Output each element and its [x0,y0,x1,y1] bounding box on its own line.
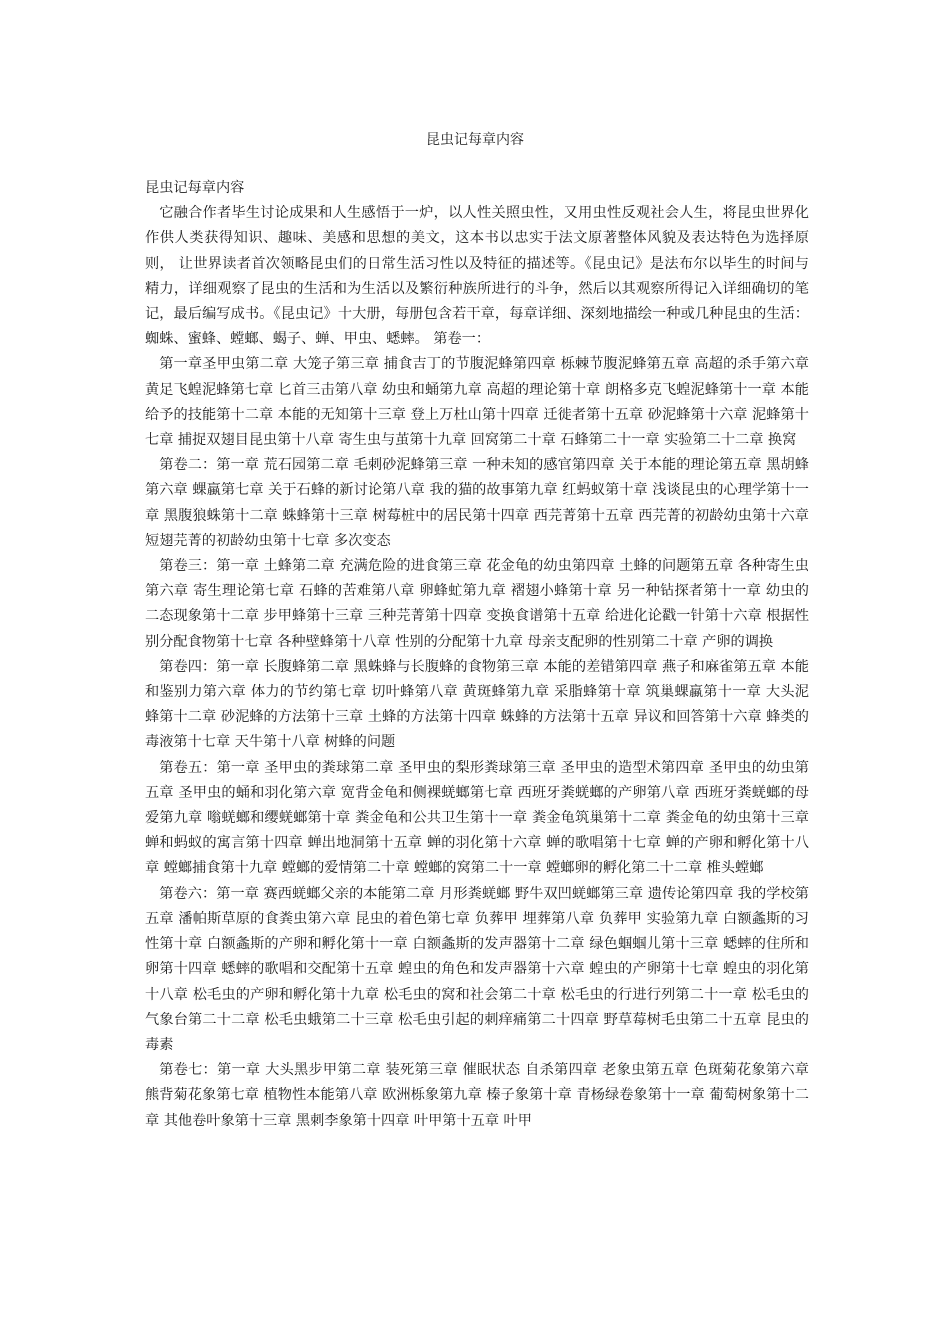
section-heading: 昆虫记每章内容 [145,180,245,196]
volume-5-chapters: 第卷五：第一章 圣甲虫的粪球第二章 圣甲虫的梨形粪球第三章 圣甲虫的造型术第四章 圣甲虫的幼虫第五章 圣甲虫的蛹和羽化第六章 宽背金龟和侧裸蜣螂第七章 西班牙粪蜣螂的产卵第八章 西班牙粪蜣螂的母爱第九章 嗡蜣螂和缨蜣螂第十章 粪金龟和公共卫生第十一章 粪金龟筑巢第十二章 粪金龟的幼虫第十三章 蝉和蚂蚁的寓言第十四章 蝉出地洞第十五章 蝉的羽化第十六章 蝉的歌唱第十七章 蝉的产卵和孵化第十八章 螳螂捕食第十九章 螳螂的爱情第二十章 螳螂的窝第二十一章 螳螂卵的孵化第二十二章 椎头螳螂 [145,759,809,877]
document-title: 昆虫记每章内容 [426,132,524,148]
volume-1-chapters: 第一章圣甲虫第二章 大笼子第三章 捕食吉丁的节腹泥蜂第四章 栎棘节腹泥蜂第五章 高超的杀手第六章 黄足飞蝗泥蜂第七章 匕首三击第八章 幼虫和蛹第九章 高超的理论第十章 朗格多克飞蝗泥蜂第十一章 本能给予的技能第十二章 本能的无知第十三章 登上万杜山第十四章 迁徙者第十五章 砂泥蜂第十六章 泥蜂第十七章 捕捉双翅目昆虫第十八章 寄生虫与茧第十九章 回窝第二十章 石蜂第二十一章 实验第二十二章 换窝 [145,356,809,449]
volume-4-chapters: 第卷四：第一章 长腹蜂第二章 黑蛛蜂与长腹蜂的食物第三章 本能的差错第四章 燕子和麻雀第五章 本能和鉴别力第六章 体力的节约第七章 切叶蜂第八章 黄斑蜂第九章 采脂蜂第十章 筑巢蜾蠃第十一章 大头泥蜂第十二章 砂泥蜂的方法第十三章 土蜂的方法第十四章 蛛蜂的方法第十五章 异议和回答第十六章 蜂类的毒液第十七章 天牛第十八章 树蜂的问题 [145,658,809,751]
volume-7-chapters: 第卷七：第一章 大头黑步甲第二章 装死第三章 催眠状态 自杀第四章 老象虫第五章 色斑菊花象第六章 熊背菊花象第七章 植物性本能第八章 欧洲栎象第九章 榛子象第十章 青杨绿卷象第十一章 葡萄树象第十二章 其他卷叶象第十三章 黑刺李象第十四章 叶甲第十五章 叶甲 [145,1062,809,1129]
document-body [145,176,809,1134]
volume-3-chapters: 第卷三：第一章 土蜂第二章 充满危险的进食第三章 花金龟的幼虫第四章 土蜂的问题第五章 各种寄生虫第六章 寄生理论第七章 石蜂的苦难第八章 卵蜂虻第九章 褶翅小蜂第十章 另一种钻探者第十一章 幼虫的二态现象第十二章 步甲蜂第十三章 三种芫菁第十四章 变换食谱第十五章 给进化论戳一针第十六章 根据性别分配食物第十七章 各种壁蜂第十八章 性别的分配第十九章 母亲支配卵的性别第二十章 产卵的调换 [145,558,809,650]
intro-paragraph: 它融合作者毕生讨论成果和人生感悟于一炉，以人性关照虫性，又用虫性反观社会人生，将昆虫世界化作供人类获得知识、趣味、美感和思想的美文，这本书以忠实于法文原著整体风貌及表达特色为选择原则， 让世界读者首次领略昆虫们的日常生活习性以及特征的描述等。《昆虫记》是法布尔以毕生的时间与精力，详细观察了昆虫的生活和为生活以及繁衍种族所进行的斗争，然后以其观察所得记入详细确切的笔记，最后编写成书。《昆虫记》十大册，每册包含若干章，每章详细、深刻地描绘一种或几种昆虫的生活：蜘蛛、蜜蜂、螳螂、蝎子、蝉、甲虫、蟋蟀。 第卷一： [145,205,809,348]
volume-6-chapters: 第卷六：第一章 赛西蜣螂父亲的本能第二章 月形粪蜣螂 野牛双凹蜣螂第三章 遗传论第四章 我的学校第五章 潘帕斯草原的食粪虫第六章 昆虫的着色第七章 负葬甲 埋葬第八章 负葬甲 实验第九章 白额螽斯的习性第十章 白额螽斯的产卵和孵化第十一章 白额螽斯的发声器第十二章 绿色蝈蝈儿第十三章 蟋蟀的住所和卵第十四章 蟋蟀的歌唱和交配第十五章 蝗虫的角色和发声器第十六章 蝗虫的产卵第十七章 蝗虫的羽化第十八章 松毛虫的产卵和孵化第十九章 松毛虫的窝和社会第二十章 松毛虫的行进行列第二十一章 松毛虫的气象台第二十二章 松毛虫蛾第二十三章 松毛虫引起的刺痒痛第二十四章 野草莓树毛虫第二十五章 昆虫的毒素 [145,885,809,1053]
volume-2-chapters: 第卷二：第一章 荒石园第二章 毛刺砂泥蜂第三章 一种未知的感官第四章 关于本能的理论第五章 黑胡蜂第六章 蜾蠃第七章 关于石蜂的新讨论第八章 我的猫的故事第九章 红蚂蚁第十章 浅谈昆虫的心理学第十一章 黑腹狼蛛第十二章 蛛蜂第十三章 树莓桩中的居民第十四章 西芫菁第十五章 西芫菁的初龄幼虫第十六章 短翅芫菁的初龄幼虫第十七章 多次变态 [145,457,809,549]
